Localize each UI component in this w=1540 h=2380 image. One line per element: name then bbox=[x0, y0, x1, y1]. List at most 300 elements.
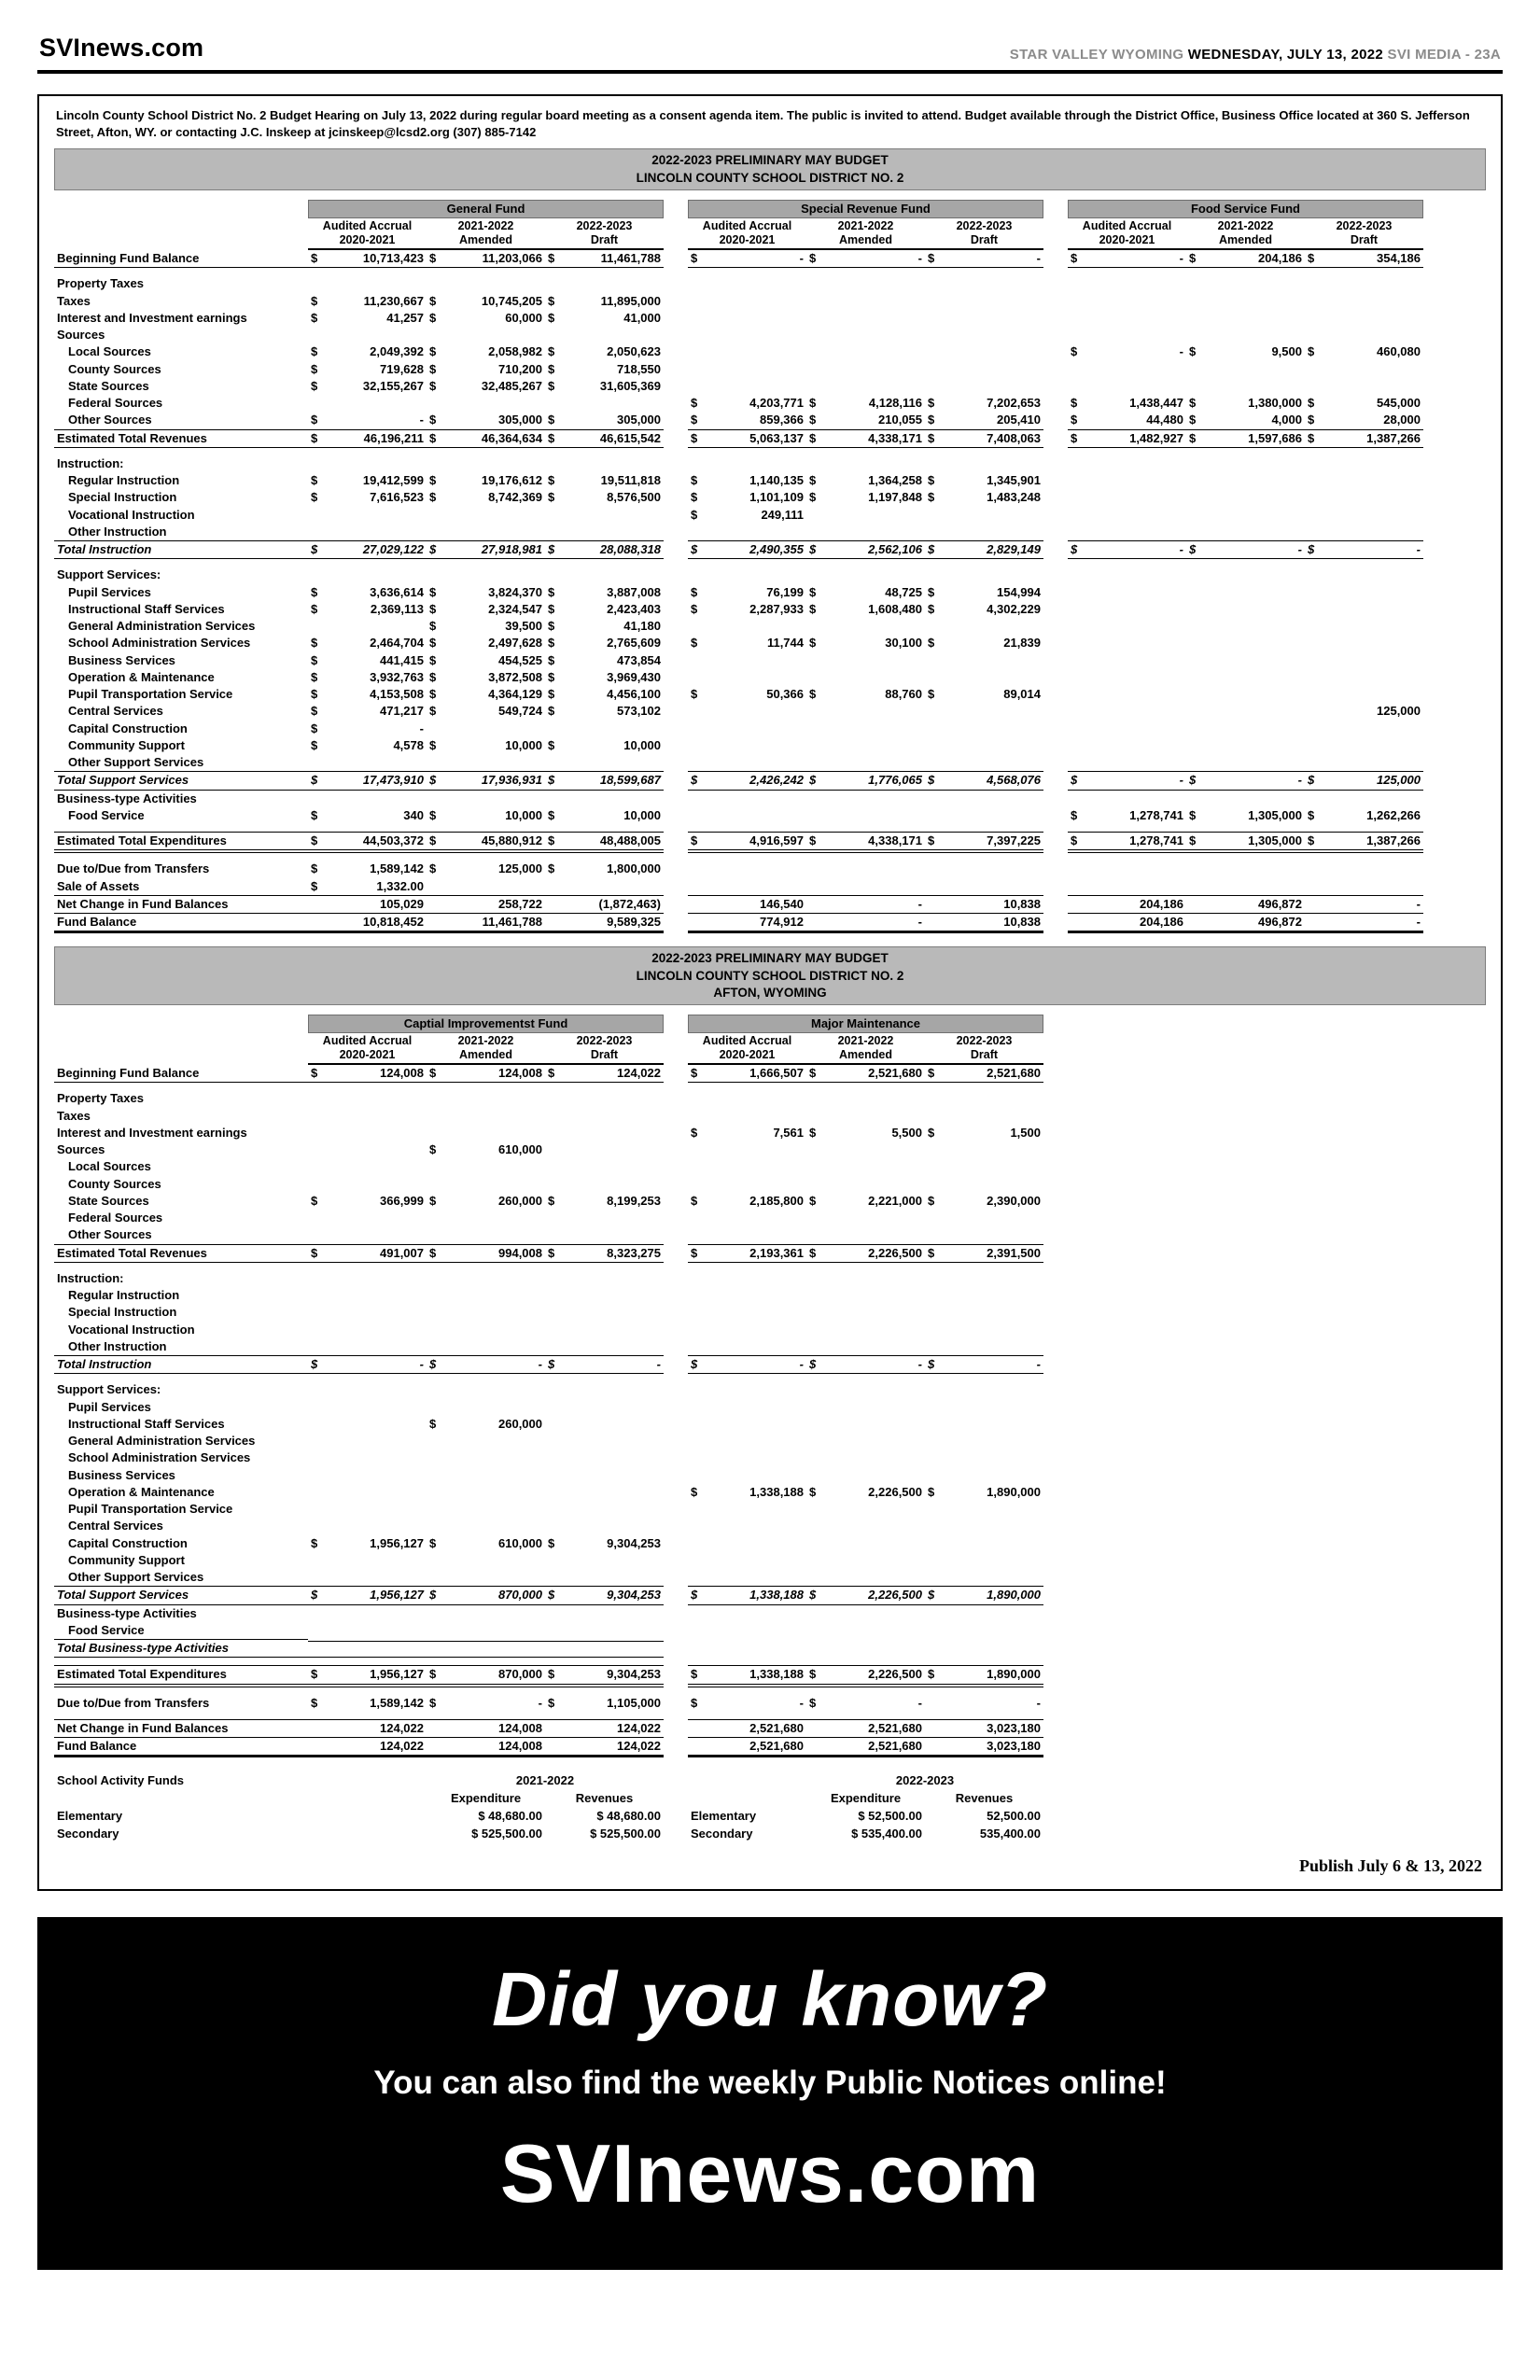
money-cell bbox=[427, 1210, 545, 1226]
money-cell: $ - bbox=[691, 1695, 804, 1710]
money-cell: $ 2,221,000 bbox=[809, 1193, 922, 1208]
budget-row bbox=[54, 754, 1486, 771]
budget-row bbox=[54, 1090, 1486, 1107]
column-gap bbox=[664, 1176, 688, 1193]
row-label: Community Support bbox=[68, 737, 185, 752]
budget-row bbox=[54, 703, 1486, 720]
money-cell bbox=[1305, 327, 1423, 343]
money-cell: $ 125,000 bbox=[429, 861, 542, 876]
money-cell: $ 2,049,392 bbox=[311, 344, 424, 359]
money-cell bbox=[1186, 327, 1305, 343]
school-activity-funds bbox=[54, 1772, 1486, 1843]
money-cell: $ 1,800,000 bbox=[548, 861, 661, 876]
money-cell: $ 3,636,614 bbox=[311, 584, 424, 599]
money-cell: $ 4,456,100 bbox=[548, 687, 661, 702]
money-cell bbox=[688, 1338, 806, 1355]
budget-row bbox=[54, 275, 1486, 292]
money-cell bbox=[1305, 686, 1423, 703]
column-header: 2021-2022 Amended bbox=[1186, 218, 1305, 250]
money-cell bbox=[427, 878, 545, 895]
money-cell: $ 4,578 bbox=[311, 737, 424, 752]
money-cell: - bbox=[1305, 895, 1423, 914]
row-spacer bbox=[54, 559, 1486, 567]
row-label: Other Sources bbox=[68, 1227, 152, 1242]
money-cell bbox=[925, 378, 1043, 395]
column-gap bbox=[1043, 669, 1068, 686]
row-label: Instruction: bbox=[57, 1270, 124, 1285]
money-cell: $ - bbox=[308, 1355, 427, 1374]
money-cell bbox=[427, 395, 545, 412]
money-cell bbox=[427, 1338, 545, 1355]
money-cell bbox=[545, 1519, 664, 1535]
money-cell bbox=[688, 1108, 806, 1125]
money-cell bbox=[1186, 636, 1305, 652]
money-cell bbox=[1186, 652, 1305, 669]
column-gap bbox=[664, 1193, 688, 1210]
money-cell: 496,872 bbox=[1186, 914, 1305, 933]
column-gap bbox=[664, 1773, 688, 1790]
money-cell bbox=[427, 1382, 545, 1399]
money-cell bbox=[1305, 455, 1423, 472]
money-cell bbox=[1305, 507, 1423, 524]
budget-row bbox=[54, 1210, 1486, 1226]
money-cell bbox=[688, 652, 806, 669]
money-cell bbox=[1305, 601, 1423, 618]
column-gap bbox=[1043, 584, 1068, 601]
spacer-cell bbox=[308, 1809, 427, 1826]
row-label: Sources bbox=[57, 328, 105, 343]
row-label: Sources bbox=[57, 1142, 105, 1157]
money-cell: $ 10,745,205 bbox=[429, 293, 542, 308]
money-cell bbox=[806, 754, 925, 771]
publish-dates-line: Publish July 6 & 13, 2022 bbox=[1298, 1856, 1482, 1876]
money-cell: - bbox=[1305, 914, 1423, 933]
column-gap bbox=[1043, 601, 1068, 618]
issue-line bbox=[1010, 47, 1501, 63]
budget-row bbox=[54, 1416, 1486, 1433]
money-cell bbox=[806, 344, 925, 361]
row-spacer bbox=[54, 448, 1486, 455]
budget-row bbox=[54, 584, 1486, 601]
budget-row bbox=[54, 1399, 1486, 1416]
money-cell: - bbox=[806, 914, 925, 933]
money-cell: $ 2,193,361 bbox=[688, 1244, 806, 1263]
money-cell bbox=[545, 754, 664, 771]
money-cell: $ 2,390,000 bbox=[928, 1193, 1041, 1208]
money-cell: $ 41,000 bbox=[548, 310, 661, 325]
budget-row bbox=[54, 1304, 1486, 1321]
money-cell bbox=[688, 310, 806, 327]
column-gap bbox=[664, 1641, 688, 1658]
money-cell: 124,008 bbox=[427, 1738, 545, 1757]
money-cell: $ 870,000 bbox=[427, 1665, 545, 1687]
saf-row-label: Secondary bbox=[691, 1827, 753, 1841]
money-cell bbox=[1305, 652, 1423, 669]
money-cell: $ - bbox=[311, 413, 424, 427]
money-cell: 2,521,680 bbox=[688, 1719, 806, 1738]
money-cell bbox=[925, 1176, 1043, 1193]
banner-subtext: You can also find the weekly Public Notices online! bbox=[373, 2065, 1167, 2102]
band2-line-3: AFTON, WYOMING bbox=[713, 985, 827, 1000]
budget-row bbox=[54, 327, 1486, 343]
row-label: Instruction: bbox=[57, 455, 124, 470]
spacer-cell bbox=[308, 1791, 427, 1808]
column-gap bbox=[664, 636, 688, 652]
money-cell: 258,722 bbox=[427, 895, 545, 914]
row-label: Total Support Services bbox=[54, 771, 308, 790]
spacer-cell bbox=[688, 1791, 806, 1808]
money-cell: $ 1,345,901 bbox=[928, 473, 1041, 488]
money-cell bbox=[925, 1141, 1043, 1158]
money-cell bbox=[925, 1322, 1043, 1338]
money-cell bbox=[1186, 618, 1305, 635]
money-cell bbox=[806, 1622, 925, 1639]
money-cell bbox=[925, 861, 1043, 878]
row-label: State Sources bbox=[68, 378, 149, 393]
money-cell: $ 8,742,369 bbox=[429, 490, 542, 505]
money-cell bbox=[1068, 472, 1186, 489]
money-cell bbox=[688, 1501, 806, 1518]
money-cell: $ 2,497,628 bbox=[429, 636, 542, 651]
money-cell: $ 1,338,188 bbox=[691, 1484, 804, 1499]
money-cell bbox=[1305, 618, 1423, 635]
money-cell bbox=[308, 1641, 427, 1658]
money-cell: $ 7,561 bbox=[691, 1125, 804, 1140]
money-cell bbox=[688, 327, 806, 343]
money-cell: $ 9,500 bbox=[1189, 344, 1302, 359]
money-cell bbox=[925, 618, 1043, 635]
column-gap bbox=[1043, 344, 1068, 361]
money-cell: 146,540 bbox=[688, 895, 806, 914]
money-cell bbox=[308, 1322, 427, 1338]
money-cell bbox=[308, 1227, 427, 1244]
band-line-2: LINCOLN COUNTY SCHOOL DISTRICT NO. 2 bbox=[636, 170, 904, 185]
column-gap bbox=[1043, 293, 1068, 310]
budget-row bbox=[54, 1449, 1486, 1466]
budget-row bbox=[54, 914, 1486, 933]
money-cell bbox=[545, 455, 664, 472]
money-cell bbox=[1186, 754, 1305, 771]
money-cell: $ - bbox=[806, 1355, 925, 1374]
money-cell: $ 4,568,076 bbox=[925, 771, 1043, 790]
column-gap bbox=[664, 310, 688, 327]
money-cell bbox=[806, 1552, 925, 1569]
saf-money-cell: $ 52,500.00 bbox=[858, 1809, 922, 1824]
money-cell bbox=[806, 1108, 925, 1125]
row-label: Other Instruction bbox=[68, 1338, 167, 1353]
budget-row bbox=[54, 1719, 1486, 1738]
money-cell bbox=[1305, 737, 1423, 754]
row-label: Central Services bbox=[68, 704, 163, 719]
money-cell: $ 2,226,500 bbox=[806, 1586, 925, 1604]
money-cell bbox=[1305, 721, 1423, 737]
row-label: Capital Construction bbox=[68, 1535, 188, 1550]
money-cell bbox=[308, 1159, 427, 1176]
money-cell bbox=[925, 293, 1043, 310]
saf-header-row bbox=[54, 1790, 1486, 1808]
money-cell bbox=[688, 754, 806, 771]
column-gap bbox=[1043, 618, 1068, 635]
money-cell bbox=[545, 1176, 664, 1193]
money-cell: $ 1,387,266 bbox=[1305, 832, 1423, 853]
money-cell bbox=[308, 1552, 427, 1569]
column-gap bbox=[664, 1227, 688, 1244]
money-cell bbox=[806, 1338, 925, 1355]
money-cell bbox=[427, 455, 545, 472]
issue-date: WEDNESDAY, JULY 13, 2022 bbox=[1187, 47, 1384, 63]
money-cell bbox=[308, 1382, 427, 1399]
money-cell bbox=[688, 1159, 806, 1176]
row-label: Total Business-type Activities bbox=[54, 1639, 308, 1658]
money-cell bbox=[925, 524, 1043, 540]
money-cell bbox=[688, 567, 806, 584]
spacer-cell bbox=[688, 1773, 806, 1790]
money-cell bbox=[688, 1535, 806, 1552]
row-spacer bbox=[54, 1712, 1486, 1719]
money-cell bbox=[806, 1210, 925, 1226]
money-cell: $ 1,608,480 bbox=[809, 601, 922, 616]
budget-row bbox=[54, 635, 1486, 651]
money-cell bbox=[806, 652, 925, 669]
money-cell bbox=[688, 344, 806, 361]
column-gap bbox=[1043, 917, 1068, 933]
budget-row bbox=[54, 791, 1486, 807]
column-gap bbox=[1043, 721, 1068, 737]
money-cell bbox=[925, 791, 1043, 807]
money-cell bbox=[545, 878, 664, 895]
money-cell bbox=[1305, 861, 1423, 878]
money-cell bbox=[308, 1622, 427, 1639]
column-gap bbox=[1043, 472, 1068, 489]
money-cell: $ 4,302,229 bbox=[928, 601, 1041, 616]
row-spacer bbox=[54, 853, 1486, 861]
row-label: Taxes bbox=[57, 293, 91, 308]
money-cell bbox=[308, 1433, 427, 1449]
notice-intro-text: Lincoln County School District No. 2 Budget Hearing on July 13, 2022 during regular board meeting as a consent agenda item. The public is invited to attend. Budget available through the District Office, Business Office located at 360 S. Jefferson Street, Afton, WY. or contacting J.C. Inskeep at jcinskeep@lcsd2.org (307) 885-7142 bbox=[56, 108, 1470, 140]
saf-revenues-header-right: Revenues bbox=[955, 1791, 1014, 1806]
column-gap bbox=[664, 1066, 688, 1083]
money-cell bbox=[1186, 276, 1305, 293]
column-header: Audited Accrual 2020-2021 bbox=[308, 1033, 427, 1065]
money-cell bbox=[308, 1605, 427, 1622]
money-cell bbox=[308, 1305, 427, 1322]
budget-row bbox=[54, 601, 1486, 618]
money-cell: $ 7,397,225 bbox=[925, 832, 1043, 853]
money-cell: $ 19,511,818 bbox=[548, 473, 661, 488]
money-cell bbox=[308, 618, 427, 635]
column-gap bbox=[664, 1589, 688, 1605]
spacer-cell bbox=[54, 1791, 308, 1808]
column-gap bbox=[1043, 652, 1068, 669]
money-cell: $ - bbox=[1068, 540, 1186, 559]
row-label: Interest and Investment earnings bbox=[57, 1125, 247, 1140]
money-cell bbox=[806, 1519, 925, 1535]
column-gap bbox=[664, 378, 688, 395]
money-cell: 10,838 bbox=[925, 895, 1043, 914]
money-cell: $ 2,426,242 bbox=[688, 771, 806, 790]
public-notice-box bbox=[37, 94, 1503, 1891]
column-gap bbox=[1043, 836, 1068, 853]
row-label: Estimated Total Expenditures bbox=[54, 832, 308, 853]
money-cell: 124,022 bbox=[545, 1738, 664, 1757]
money-cell bbox=[688, 1450, 806, 1467]
money-cell: $ 28,000 bbox=[1308, 413, 1421, 427]
money-cell bbox=[1305, 584, 1423, 601]
budget-row bbox=[54, 1158, 1486, 1175]
money-cell: $ 1,380,000 bbox=[1189, 396, 1302, 411]
money-cell bbox=[806, 1227, 925, 1244]
money-cell bbox=[925, 878, 1043, 895]
column-gap bbox=[664, 704, 688, 721]
column-gap bbox=[1043, 542, 1068, 559]
money-cell bbox=[308, 1484, 427, 1501]
budget-row bbox=[54, 567, 1486, 583]
money-cell bbox=[1186, 490, 1305, 507]
money-cell: $ 1,305,000 bbox=[1189, 807, 1302, 822]
budget-row bbox=[54, 343, 1486, 360]
budget-row bbox=[54, 861, 1486, 877]
column-gap bbox=[1043, 431, 1068, 448]
column-gap bbox=[664, 293, 688, 310]
money-cell: $ 32,155,267 bbox=[311, 378, 424, 393]
money-cell: $ 2,521,680 bbox=[806, 1065, 925, 1083]
column-gap bbox=[1043, 202, 1068, 218]
money-cell: $ 249,111 bbox=[691, 507, 804, 522]
column-gap bbox=[1043, 310, 1068, 327]
column-gap bbox=[664, 1450, 688, 1467]
money-cell bbox=[925, 721, 1043, 737]
money-cell bbox=[427, 754, 545, 771]
money-cell bbox=[1186, 737, 1305, 754]
column-gap bbox=[1043, 233, 1068, 250]
column-gap bbox=[664, 344, 688, 361]
saf-money-cell: 535,400.00 bbox=[979, 1827, 1041, 1841]
column-gap bbox=[664, 1695, 688, 1712]
row-spacer bbox=[54, 268, 1486, 275]
masthead-rule bbox=[37, 70, 1503, 74]
column-gap bbox=[1043, 361, 1068, 378]
money-cell bbox=[806, 507, 925, 524]
money-cell bbox=[925, 704, 1043, 721]
budget-row bbox=[54, 1622, 1486, 1639]
money-cell bbox=[806, 1159, 925, 1176]
money-cell: $ - bbox=[427, 1355, 545, 1374]
money-cell: $ 124,022 bbox=[545, 1065, 664, 1083]
budget-row bbox=[54, 652, 1486, 669]
money-cell: 204,186 bbox=[1068, 914, 1186, 933]
money-cell bbox=[688, 1322, 806, 1338]
money-cell: $ 9,304,253 bbox=[548, 1535, 661, 1550]
money-cell bbox=[688, 791, 806, 807]
column-gap bbox=[1043, 490, 1068, 507]
row-label: Fund Balance bbox=[54, 914, 308, 933]
money-cell bbox=[806, 567, 925, 584]
money-cell bbox=[1068, 791, 1186, 807]
budget-title-band-2 bbox=[54, 946, 1486, 1005]
money-cell: $ 1,483,248 bbox=[928, 490, 1041, 505]
money-cell bbox=[688, 361, 806, 378]
money-cell bbox=[1068, 507, 1186, 524]
money-cell bbox=[925, 1382, 1043, 1399]
money-cell: $ 340 bbox=[311, 807, 424, 822]
money-cell bbox=[688, 861, 806, 878]
column-gap bbox=[1043, 704, 1068, 721]
column-gap bbox=[664, 233, 688, 250]
money-cell bbox=[308, 754, 427, 771]
money-cell bbox=[427, 1501, 545, 1518]
money-cell bbox=[925, 1467, 1043, 1484]
money-cell: $ - bbox=[1071, 344, 1183, 359]
column-gap bbox=[664, 917, 688, 933]
budget-row bbox=[54, 1322, 1486, 1338]
money-cell bbox=[925, 1227, 1043, 1244]
money-cell bbox=[427, 1552, 545, 1569]
money-cell: $ 8,323,275 bbox=[545, 1244, 664, 1263]
column-gap bbox=[664, 1338, 688, 1355]
row-label: Total Instruction bbox=[54, 540, 308, 559]
money-cell bbox=[545, 567, 664, 584]
money-cell: $ 21,839 bbox=[928, 636, 1041, 651]
money-cell bbox=[925, 361, 1043, 378]
money-cell: $ - bbox=[688, 250, 806, 268]
money-cell bbox=[688, 524, 806, 540]
row-spacer bbox=[54, 1083, 1486, 1090]
column-gap bbox=[664, 1605, 688, 1622]
row-label: Community Support bbox=[68, 1552, 185, 1567]
fund-header-row bbox=[54, 1015, 1486, 1033]
money-cell: $ 2,464,704 bbox=[311, 636, 424, 651]
money-cell: $ 1,338,188 bbox=[688, 1586, 806, 1604]
money-cell bbox=[688, 455, 806, 472]
money-cell bbox=[308, 1210, 427, 1226]
row-label: Support Services: bbox=[57, 1382, 161, 1397]
fund-header: General Fund bbox=[308, 200, 664, 218]
money-cell bbox=[806, 455, 925, 472]
money-cell bbox=[308, 567, 427, 584]
budget-row bbox=[54, 429, 1486, 448]
money-cell bbox=[427, 1467, 545, 1484]
money-cell: $ 2,391,500 bbox=[925, 1244, 1043, 1263]
budget-table-capital bbox=[54, 1015, 1486, 1758]
row-label: Net Change in Fund Balances bbox=[54, 895, 308, 914]
row-label: Regular Instruction bbox=[68, 473, 180, 488]
money-cell bbox=[545, 1605, 664, 1622]
budget-row bbox=[54, 293, 1486, 310]
column-header: 2021-2022 Amended bbox=[427, 1033, 545, 1065]
money-cell bbox=[688, 1270, 806, 1287]
money-cell bbox=[806, 1305, 925, 1322]
money-cell: $ - bbox=[1186, 540, 1305, 559]
column-gap bbox=[1043, 524, 1068, 540]
money-cell: $ 7,408,063 bbox=[925, 429, 1043, 448]
row-spacer bbox=[54, 1374, 1486, 1381]
budget-row bbox=[54, 310, 1486, 327]
money-cell bbox=[1068, 276, 1186, 293]
money-cell: $ 18,599,687 bbox=[545, 771, 664, 790]
row-label: School Administration Services bbox=[68, 1450, 251, 1465]
money-cell: $ 5,063,137 bbox=[688, 429, 806, 448]
budget-row bbox=[54, 1381, 1486, 1398]
money-cell bbox=[427, 567, 545, 584]
money-cell bbox=[925, 1338, 1043, 1355]
money-cell: $ 1,666,507 bbox=[688, 1065, 806, 1083]
budget-row bbox=[54, 540, 1486, 559]
column-gap bbox=[664, 836, 688, 853]
money-cell bbox=[688, 1605, 806, 1622]
money-cell: $ 124,008 bbox=[427, 1065, 545, 1083]
money-cell bbox=[308, 1108, 427, 1125]
money-cell bbox=[1068, 455, 1186, 472]
